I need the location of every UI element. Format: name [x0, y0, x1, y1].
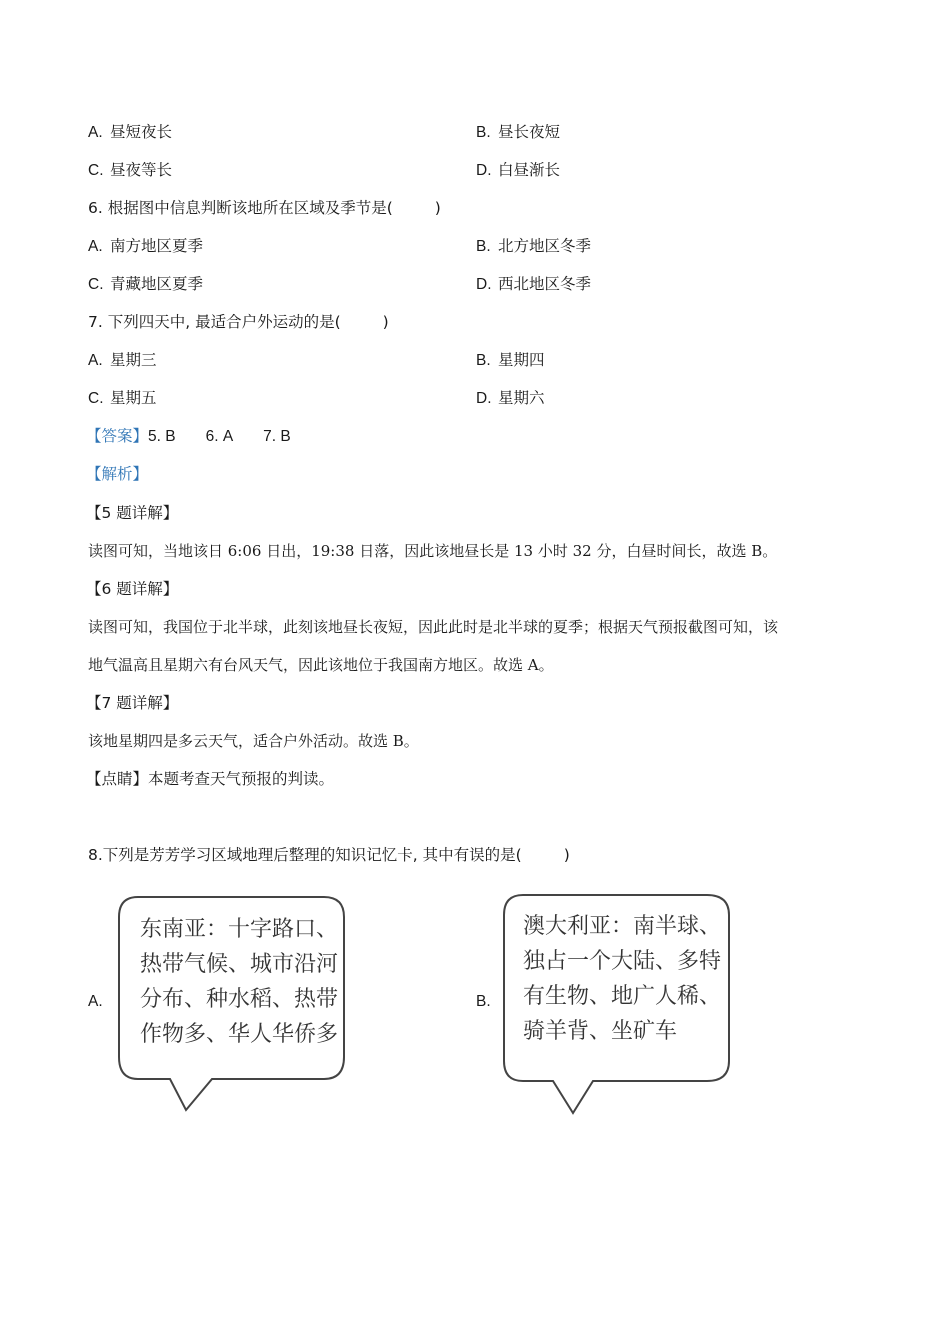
option-letter: A.	[88, 993, 103, 1010]
option-text: 星期三	[110, 351, 157, 369]
detail7-text: 该地星期四是多云天气，适合户外活动。故选 B。	[88, 732, 419, 750]
q7-option-d[interactable]	[476, 388, 545, 409]
card-text	[140, 912, 338, 1052]
q6-stem	[88, 198, 441, 218]
option-letter: A.	[88, 238, 103, 255]
question-text: 8.下列是芳芳学习区域地理后整理的知识记忆卡, 其中有误的是(	[88, 846, 522, 864]
card-line: 有生物、地广人稀、	[523, 984, 722, 1009]
q7-option-b[interactable]	[476, 350, 545, 371]
card-line: 东南亚：十字路口、	[140, 917, 339, 942]
closing-paren: )	[434, 199, 441, 217]
option-letter: B.	[476, 993, 491, 1010]
option-letter: D.	[476, 162, 492, 179]
q7-stem	[88, 312, 389, 332]
option-text: 昼夜等长	[110, 161, 173, 179]
option-text: 星期六	[498, 389, 545, 407]
answer-item: 6. A	[205, 428, 234, 445]
closing-paren: )	[382, 313, 389, 331]
detail6-text-line1: 读图可知，我国位于北半球，此刻该地昼长夜短，因此此时是北半球的夏季；根据天气预报截图可知，该	[88, 618, 779, 636]
answer-line	[86, 426, 291, 447]
q5-option-a[interactable]	[88, 122, 172, 143]
option-letter: C.	[88, 162, 104, 179]
detail6-text-line2: 地气温高且星期六有台风天气，因此该地位于我国南方地区。故选 A。	[88, 656, 554, 674]
option-letter: D.	[476, 276, 492, 293]
card-line: 骑羊背、坐矿车	[523, 1019, 678, 1044]
card-text	[523, 909, 721, 1049]
option-text: 南方地区夏季	[110, 237, 204, 255]
card-line: 独占一个大陆、多特	[523, 949, 722, 974]
q6-option-b[interactable]	[476, 236, 591, 257]
q5-option-b[interactable]	[476, 122, 560, 143]
tip-line: 【点睛】本题考查天气预报的判读。	[86, 770, 335, 788]
q7-option-a[interactable]	[88, 350, 157, 371]
card-line: 分布、种水稻、热带	[140, 987, 339, 1012]
q6-option-d[interactable]	[476, 274, 591, 295]
option-text: 北方地区冬季	[498, 237, 592, 255]
question-text: 7. 下列四天中, 最适合户外运动的是(	[88, 313, 341, 331]
option-letter: C.	[88, 390, 104, 407]
option-letter: B.	[476, 238, 491, 255]
q6-option-a[interactable]	[88, 236, 203, 257]
q7-option-c[interactable]	[88, 388, 157, 409]
option-letter: D.	[476, 390, 492, 407]
option-text: 星期五	[110, 389, 157, 407]
option-letter: B.	[476, 124, 491, 141]
card-line: 热带气候、城市沿河	[140, 952, 339, 977]
card-line: 作物多、华人华侨多	[140, 1022, 339, 1047]
closing-paren: )	[563, 846, 570, 864]
option-letter: A.	[88, 124, 103, 141]
q6-option-c[interactable]	[88, 274, 203, 295]
answer-item: 7. B	[263, 428, 291, 445]
option-text: 青藏地区夏季	[110, 275, 204, 293]
option-text: 西北地区冬季	[498, 275, 592, 293]
q8-stem	[88, 845, 570, 865]
detail7-title: 【7 题详解】	[86, 694, 179, 712]
option-letter: B.	[476, 352, 491, 369]
card-line: 澳大利亚：南半球、	[523, 914, 722, 939]
detail5-title: 【5 题详解】	[86, 504, 179, 522]
q5-option-c[interactable]	[88, 160, 172, 181]
q8-option-a-letter[interactable]	[88, 991, 110, 1012]
q5-option-d[interactable]	[476, 160, 560, 181]
question-text: 6. 根据图中信息判断该地所在区域及季节是(	[88, 199, 393, 217]
analysis-label: 【解析】	[86, 465, 149, 483]
answer-label: 【答案】	[86, 427, 149, 445]
detail5-text: 读图可知，当地该日 6:06 日出，19:38 日落，因此该地昼长是 13 小时 32 分，白昼时间长，故选 B。	[88, 542, 778, 560]
option-letter: A.	[88, 352, 103, 369]
detail6-title: 【6 题详解】	[86, 580, 179, 598]
option-text: 星期四	[498, 351, 545, 369]
q8-option-b-letter[interactable]	[476, 991, 498, 1012]
option-text: 白昼渐长	[498, 161, 561, 179]
q8-card-a[interactable]	[116, 895, 348, 1115]
option-text: 昼长夜短	[498, 123, 561, 141]
answer-item: 5. B	[148, 428, 176, 445]
q8-card-b[interactable]	[501, 893, 733, 1118]
option-letter: C.	[88, 276, 104, 293]
option-text: 昼短夜长	[110, 123, 173, 141]
